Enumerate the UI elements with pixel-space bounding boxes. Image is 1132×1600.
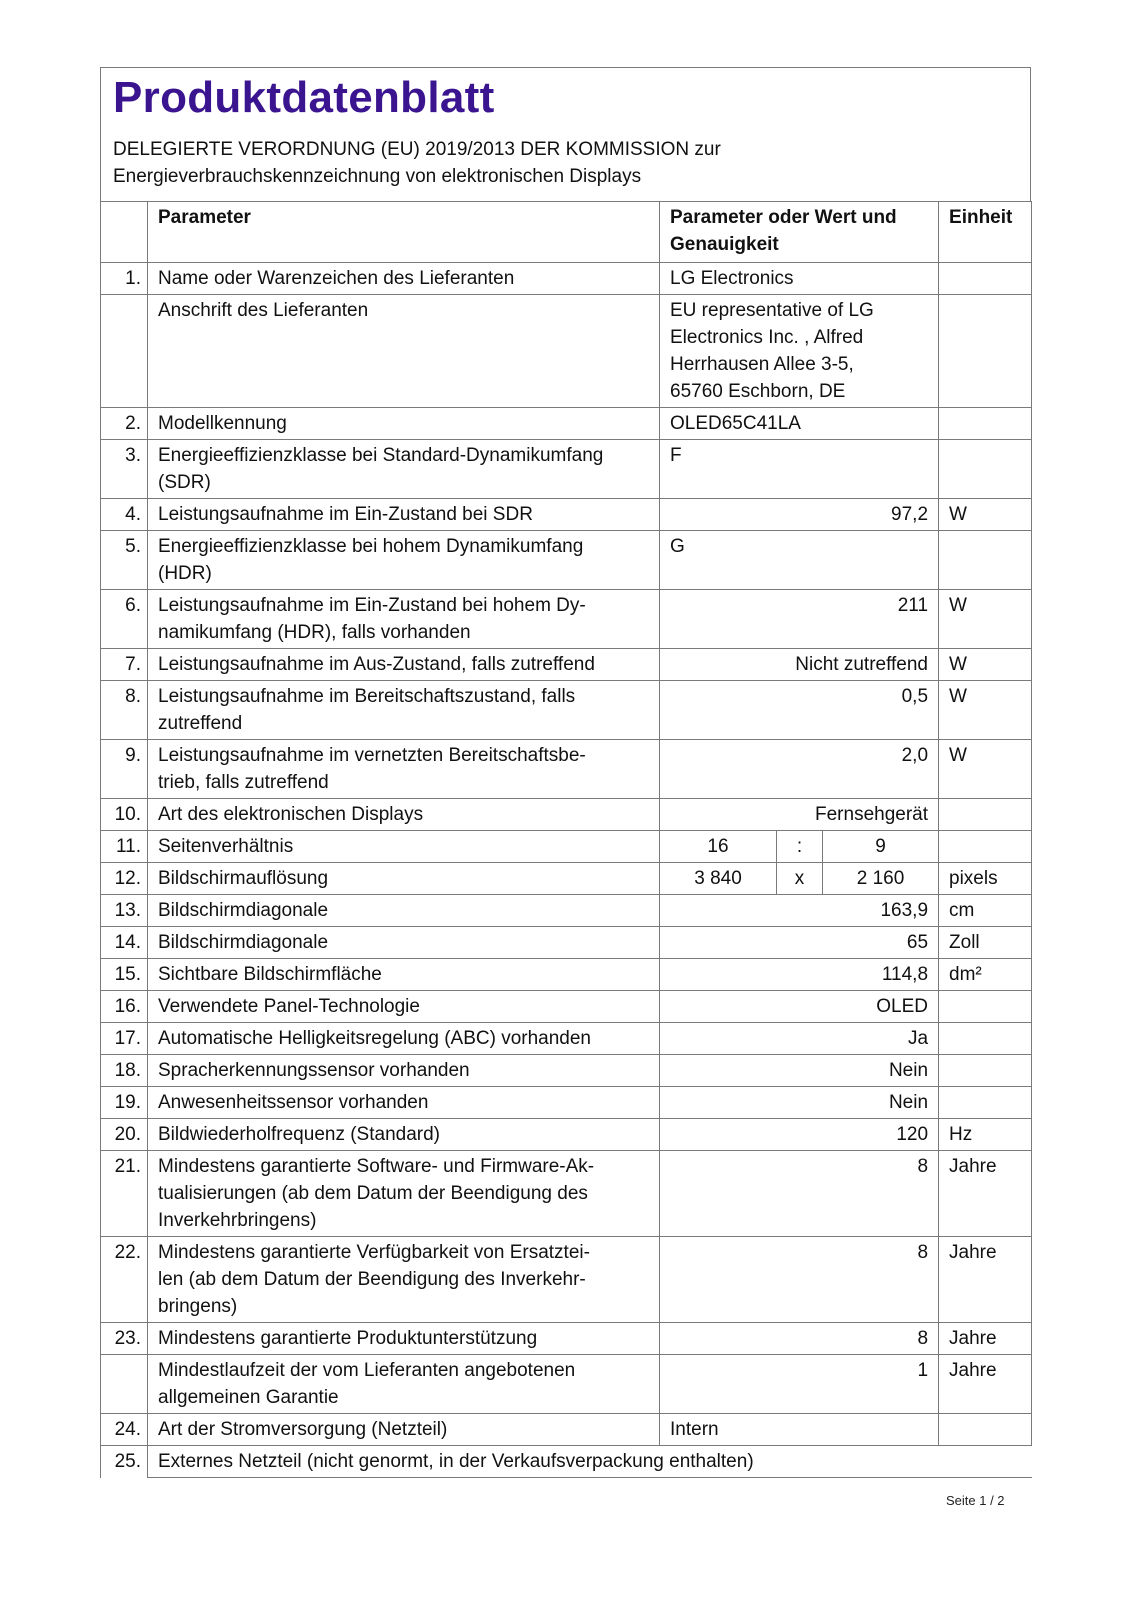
row-unit: W — [939, 740, 1032, 799]
table-row — [101, 831, 1032, 863]
row-number: 19. — [101, 1087, 148, 1119]
row-parameter: Verwendete Panel-Technologie — [148, 991, 660, 1023]
row-parameter: Mindestens garantierte Produktunterstützung — [148, 1323, 660, 1355]
row-number: 20. — [101, 1119, 148, 1151]
row-parameter: Art der Stromversorgung (Netzteil) — [148, 1414, 660, 1446]
row-parameter — [148, 1151, 660, 1237]
row-unit: W — [939, 649, 1032, 681]
param-line: Leistungsaufnahme im vernetzten Bereitschaftsbe- — [158, 745, 586, 766]
row-unit — [939, 1055, 1032, 1087]
row-number: 4. — [101, 499, 148, 531]
header-value-line: Genauigkeit — [670, 234, 779, 255]
table-row — [101, 863, 1032, 895]
table-row — [101, 681, 1032, 740]
row-unit — [939, 408, 1032, 440]
table-row — [101, 1355, 1032, 1414]
param-line: zutreffend — [158, 713, 243, 734]
row-unit — [939, 1414, 1032, 1446]
row-parameter: Seitenverhältnis — [148, 831, 660, 863]
row-value: Nein — [660, 1055, 939, 1087]
row-number: 1. — [101, 263, 148, 295]
row-value: 120 — [660, 1119, 939, 1151]
row-number: 17. — [101, 1023, 148, 1055]
document-subtitle — [113, 136, 1018, 190]
row-parameter — [148, 681, 660, 740]
row-value: 8 — [660, 1237, 939, 1323]
row-number: 23. — [101, 1323, 148, 1355]
row-unit: Jahre — [939, 1355, 1032, 1414]
row-parameter — [148, 1355, 660, 1414]
row-parameter: Bildschirmdiagonale — [148, 895, 660, 927]
row-unit — [939, 440, 1032, 499]
document-header — [100, 67, 1031, 201]
document-title: Produktdatenblatt — [113, 73, 495, 122]
param-line: trieb, falls zutreffend — [158, 772, 329, 793]
row-value: 2,0 — [660, 740, 939, 799]
param-line: Leistungsaufnahme im Ein-Zustand bei hohem Dy- — [158, 595, 586, 616]
table-row — [101, 1414, 1032, 1446]
row-unit: pixels — [939, 863, 1032, 895]
row-number: 11. — [101, 831, 148, 863]
address-line: Electronics Inc. , Alfred — [670, 327, 864, 348]
row-value: 65 — [660, 927, 939, 959]
row-parameter — [148, 740, 660, 799]
param-line: Leistungsaufnahme im Bereitschaftszustand, falls — [158, 686, 576, 707]
row-unit: W — [939, 499, 1032, 531]
row-value: G — [660, 531, 939, 590]
row-value-a: 16 — [660, 831, 777, 863]
param-line: tualisierungen (ab dem Datum der Beendigung des — [158, 1183, 588, 1204]
param-line: Mindestens garantierte Software- und Firmware-Ak- — [158, 1156, 595, 1177]
table-row — [101, 263, 1032, 295]
row-value-a: 3 840 — [660, 863, 777, 895]
row-value: 211 — [660, 590, 939, 649]
header-value — [660, 202, 939, 263]
row-parameter: Bildschirmauflösung — [148, 863, 660, 895]
row-number: 15. — [101, 959, 148, 991]
row-number: 5. — [101, 531, 148, 590]
table-row — [101, 295, 1032, 408]
row-number: 21. — [101, 1151, 148, 1237]
row-unit: cm — [939, 895, 1032, 927]
row-number: 24. — [101, 1414, 148, 1446]
param-line: Mindestens garantierte Verfügbarkeit von Ersatztei- — [158, 1242, 590, 1263]
row-value: 1 — [660, 1355, 939, 1414]
row-unit — [939, 295, 1032, 408]
row-unit: dm² — [939, 959, 1032, 991]
row-number: 12. — [101, 863, 148, 895]
row-value: Nein — [660, 1087, 939, 1119]
table-row — [101, 959, 1032, 991]
row-unit: Zoll — [939, 927, 1032, 959]
row-parameter — [148, 531, 660, 590]
row-value: 8 — [660, 1323, 939, 1355]
row-unit: W — [939, 590, 1032, 649]
header-unit: Einheit — [939, 202, 1032, 263]
row-number: 6. — [101, 590, 148, 649]
row-parameter: Art des elektronischen Displays — [148, 799, 660, 831]
table-row — [101, 1323, 1032, 1355]
row-number — [101, 295, 148, 408]
row-number: 8. — [101, 681, 148, 740]
row-parameter — [148, 1237, 660, 1323]
row-unit: Hz — [939, 1119, 1032, 1151]
row-value: F — [660, 440, 939, 499]
table-header-row — [101, 202, 1032, 263]
row-parameter: Anschrift des Lieferanten — [148, 295, 660, 408]
row-value — [660, 295, 939, 408]
row-value: 97,2 — [660, 499, 939, 531]
row-value: Ja — [660, 1023, 939, 1055]
param-line: Energieeffizienzklasse bei hohem Dynamikumfang — [158, 536, 584, 557]
row-parameter — [148, 440, 660, 499]
table-row — [101, 740, 1032, 799]
table-row — [101, 1151, 1032, 1237]
row-unit — [939, 531, 1032, 590]
row-unit — [939, 1087, 1032, 1119]
table-row — [101, 991, 1032, 1023]
row-value: OLED — [660, 991, 939, 1023]
param-line: len (ab dem Datum der Beendigung des Inverkehr- — [158, 1269, 586, 1290]
param-line: namikumfang (HDR), falls vorhanden — [158, 622, 471, 643]
row-value-b: 9 — [823, 831, 939, 863]
row-number: 22. — [101, 1237, 148, 1323]
row-value: LG Electronics — [660, 263, 939, 295]
row-parameter: Externes Netzteil (nicht genormt, in der Verkaufsverpackung enthalten) — [148, 1446, 1032, 1478]
row-value-separator: x — [777, 863, 823, 895]
row-number: 2. — [101, 408, 148, 440]
header-number — [101, 202, 148, 263]
row-value: 114,8 — [660, 959, 939, 991]
row-value-separator: : — [777, 831, 823, 863]
row-value-b: 2 160 — [823, 863, 939, 895]
row-unit — [939, 831, 1032, 863]
row-unit: Jahre — [939, 1323, 1032, 1355]
header-value-line: Parameter oder Wert und — [670, 207, 897, 228]
product-data-sheet — [100, 67, 1031, 1478]
header-parameter: Parameter — [148, 202, 660, 263]
page-number: Seite 1 / 2 — [946, 1493, 1005, 1508]
table-row — [101, 590, 1032, 649]
row-parameter: Spracherkennungssensor vorhanden — [148, 1055, 660, 1087]
subtitle-line: Energieverbrauchskennzeichnung von elektronischen Displays — [113, 166, 642, 187]
row-value: Intern — [660, 1414, 939, 1446]
row-parameter: Modellkennung — [148, 408, 660, 440]
row-parameter: Sichtbare Bildschirmfläche — [148, 959, 660, 991]
row-parameter: Anwesenheitssensor vorhanden — [148, 1087, 660, 1119]
table-row — [101, 499, 1032, 531]
row-parameter — [148, 590, 660, 649]
table-row — [101, 1237, 1032, 1323]
row-unit — [939, 799, 1032, 831]
table-row — [101, 927, 1032, 959]
subtitle-line: DELEGIERTE VERORDNUNG (EU) 2019/2013 DER KOMMISSION zur — [113, 139, 721, 160]
table-row — [101, 1055, 1032, 1087]
param-line: Energieeffizienzklasse bei Standard-Dynamikumfang — [158, 445, 604, 466]
row-number: 14. — [101, 927, 148, 959]
row-value: Fernsehgerät — [660, 799, 939, 831]
address-line: EU representative of LG — [670, 300, 874, 321]
address-line: Herrhausen Allee 3-5, — [670, 354, 854, 375]
row-parameter: Name oder Warenzeichen des Lieferanten — [148, 263, 660, 295]
row-number: 3. — [101, 440, 148, 499]
row-value: 8 — [660, 1151, 939, 1237]
row-value: OLED65C41LA — [660, 408, 939, 440]
row-number — [101, 1355, 148, 1414]
param-line: Inverkehrbringens) — [158, 1210, 317, 1231]
row-number: 10. — [101, 799, 148, 831]
row-number: 9. — [101, 740, 148, 799]
param-line: bringens) — [158, 1296, 238, 1317]
row-parameter: Automatische Helligkeitsregelung (ABC) vorhanden — [148, 1023, 660, 1055]
row-unit: Jahre — [939, 1237, 1032, 1323]
row-number: 16. — [101, 991, 148, 1023]
table-row — [101, 1446, 1032, 1478]
row-unit — [939, 1023, 1032, 1055]
row-number: 25. — [101, 1446, 148, 1478]
table-row — [101, 649, 1032, 681]
row-number: 7. — [101, 649, 148, 681]
table-row — [101, 1087, 1032, 1119]
param-line: (HDR) — [158, 563, 212, 584]
table-row — [101, 440, 1032, 499]
row-parameter: Leistungsaufnahme im Aus-Zustand, falls zutreffend — [148, 649, 660, 681]
table-row — [101, 531, 1032, 590]
table-row — [101, 408, 1032, 440]
row-unit: Jahre — [939, 1151, 1032, 1237]
parameter-table — [100, 201, 1032, 1478]
table-row — [101, 1023, 1032, 1055]
row-value: 163,9 — [660, 895, 939, 927]
param-line: (SDR) — [158, 472, 211, 493]
param-line: allgemeinen Garantie — [158, 1387, 339, 1408]
row-unit: W — [939, 681, 1032, 740]
row-value: 0,5 — [660, 681, 939, 740]
address-line: 65760 Eschborn, DE — [670, 381, 846, 402]
param-line: Mindestlaufzeit der vom Lieferanten angebotenen — [158, 1360, 576, 1381]
row-number: 13. — [101, 895, 148, 927]
row-unit — [939, 991, 1032, 1023]
table-row — [101, 1119, 1032, 1151]
row-parameter: Leistungsaufnahme im Ein-Zustand bei SDR — [148, 499, 660, 531]
row-value: Nicht zutreffend — [660, 649, 939, 681]
row-parameter: Bildwiederholfrequenz (Standard) — [148, 1119, 660, 1151]
row-parameter: Bildschirmdiagonale — [148, 927, 660, 959]
row-unit — [939, 263, 1032, 295]
table-row — [101, 895, 1032, 927]
row-number: 18. — [101, 1055, 148, 1087]
table-row — [101, 799, 1032, 831]
